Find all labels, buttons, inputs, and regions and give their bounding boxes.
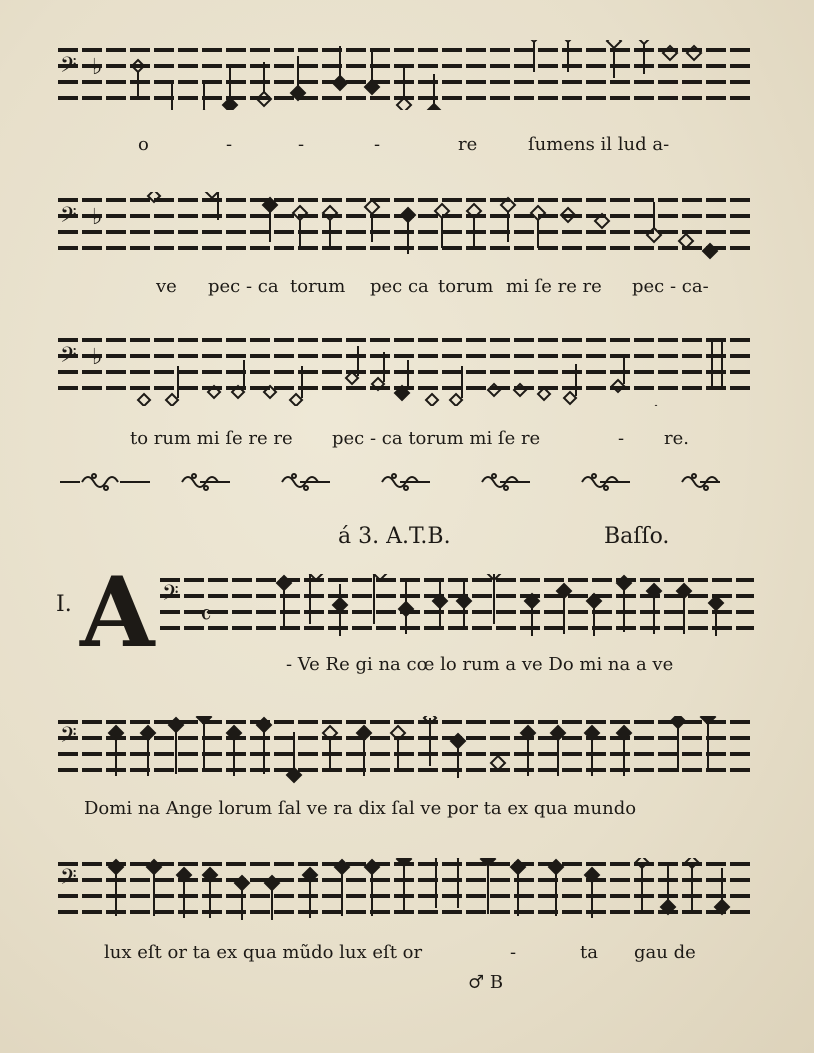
svg-text:♭: ♭ xyxy=(92,205,103,230)
staff-lines xyxy=(160,574,754,644)
voices-heading: á 3. A.T.B. xyxy=(338,524,451,549)
syllable: Domi na Ange lorum ſal ve ra dix ſal ve por ta ex qua mundo xyxy=(84,798,637,819)
syllable: - xyxy=(374,134,381,155)
syllable: - xyxy=(226,134,233,155)
syllable: re. xyxy=(664,428,689,449)
syllable: pec - ca- xyxy=(632,276,709,297)
staff-lines xyxy=(58,858,754,928)
svg-text:𝄢: 𝄢 xyxy=(60,203,77,233)
syllable: ve xyxy=(156,276,177,297)
syllable: - Ve Re gi na cœ lo rum a ve Do mi na a ve xyxy=(286,654,674,675)
syllable: gau de xyxy=(634,942,696,963)
svg-text:𝄢: 𝄢 xyxy=(60,865,77,895)
syllable: to rum mi ſe re re xyxy=(130,428,293,449)
svg-text:𝄢: 𝄢 xyxy=(60,53,77,83)
syllable: - xyxy=(510,942,517,963)
syllable: - xyxy=(298,134,305,155)
signature-mark: ♂ B xyxy=(468,972,504,993)
part-heading: Baſſo. xyxy=(604,524,670,549)
svg-text:♭: ♭ xyxy=(92,345,103,370)
staff-lines xyxy=(58,716,754,786)
piece-number: I. xyxy=(56,592,72,617)
syllable: ſumens il lud a- xyxy=(528,134,670,155)
syllable: torum xyxy=(290,276,346,297)
syllable: - xyxy=(618,428,625,449)
syllable: re xyxy=(458,134,478,155)
svg-text:𝄢: 𝄢 xyxy=(60,343,77,373)
decorated-initial: A xyxy=(80,556,155,669)
lyrics-line-5 xyxy=(84,798,636,819)
svg-text:♭: ♭ xyxy=(92,55,103,80)
syllable: pec - ca torum mi ſe re xyxy=(332,428,541,449)
svg-text:𝄴: 𝄴 xyxy=(200,601,212,631)
staff-lines xyxy=(58,336,754,406)
syllable: lux eſt or ta ex qua mũdo lux eſt or xyxy=(104,942,423,963)
staff-lines xyxy=(58,192,754,262)
ornamental-divider xyxy=(60,468,750,496)
svg-text:𝄢: 𝄢 xyxy=(60,723,77,753)
syllable: torum xyxy=(438,276,494,297)
syllable: mi ſe re re xyxy=(506,276,602,297)
syllable: pec ca xyxy=(370,276,429,297)
staff-lines xyxy=(58,40,754,110)
lyrics-line-4 xyxy=(286,654,673,675)
syllable: ta xyxy=(580,942,598,963)
syllable: pec - ca xyxy=(208,276,279,297)
syllable: o xyxy=(138,134,149,155)
svg-text:𝄢: 𝄢 xyxy=(162,581,179,611)
